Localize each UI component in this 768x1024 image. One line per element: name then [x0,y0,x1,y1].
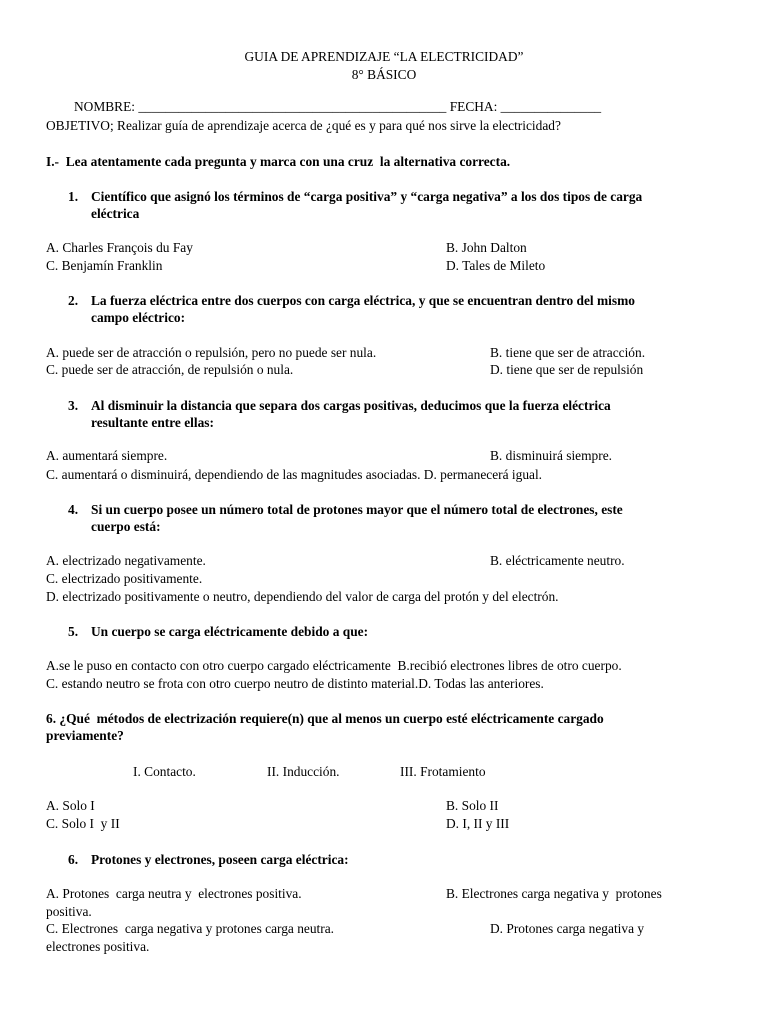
option-b[interactable]: B. Solo II [446,798,499,813]
option-d[interactable]: D. Tales de Mileto [446,258,546,273]
question-text: 6. ¿Qué métodos de electrización requiere(n) que al menos un cuerpo esté eléctricamente cargado [46,711,604,726]
question-text: campo eléctrico: [91,310,186,325]
option-a[interactable]: A. Solo I [46,798,95,813]
option-b[interactable]: B. John Dalton [446,240,527,255]
question-number: 1. [68,189,79,204]
question-text: La fuerza eléctrica entre dos cuerpos con carga eléctrica, y que se encuentran dentro del mismo [91,293,635,308]
question-text: Al disminuir la distancia que separa dos cargas positivas, deducimos que la fuerza eléctrica [91,398,611,413]
method-friction: III. Frotamiento [400,764,486,779]
option-a[interactable]: A. Protones carga neutra y electrones positiva. [46,886,302,901]
option-a[interactable]: A. Charles François du Fay [46,240,193,255]
option-c[interactable]: C. Electrones carga negativa y protones carga neutra. [46,921,335,936]
option-c[interactable]: C. electrizado positivamente. [46,571,203,586]
option-c[interactable]: C. Solo I y II [46,816,120,831]
question-number: 2. [68,293,79,308]
question-number: 6. [68,852,79,867]
option-a[interactable]: A. puede ser de atracción o repulsión, pero no puede ser nula. [46,345,377,360]
method-contact: I. Contacto. [133,764,196,779]
question-text: Científico que asignó los términos de “carga positiva” y “carga negativa” a los dos tipos de carga [91,189,643,204]
question-text: cuerpo está: [91,519,161,534]
question-number: 4. [68,502,79,517]
section-instruction: I.- Lea atentamente cada pregunta y marca con una cruz la alternativa correcta. [46,154,511,169]
name-date-line: NOMBRE: ______________________________________________ FECHA: _______________ [74,99,602,114]
option-a[interactable]: A. aumentará siempre. [46,448,168,463]
method-induction: II. Inducción. [267,764,340,779]
option-b[interactable]: B. disminuirá siempre. [490,448,612,463]
option-b[interactable]: B. Electrones carga negativa y protones [446,886,662,901]
option-b[interactable]: B. tiene que ser de atracción. [490,345,646,360]
option-c-d[interactable]: C. aumentará o disminuirá, dependiendo de las magnitudes asociadas. D. permanecerá igual. [46,467,543,482]
option-d[interactable]: D. Protones carga negativa y [490,921,645,936]
option-c-d[interactable]: C. estando neutro se frota con otro cuerpo neutro de distinto material.D. Todas las anteriores. [46,676,544,691]
question-text: resultante entre ellas: [91,415,214,430]
question-text: Un cuerpo se carga eléctricamente debido a que: [91,624,369,639]
option-a[interactable]: A. electrizado negativamente. [46,553,206,568]
question-number: 5. [68,624,79,639]
question-number: 3. [68,398,79,413]
option-d[interactable]: D. electrizado positivamente o neutro, dependiendo del valor de carga del protón y del electrón. [46,589,559,604]
option-d-continued: electrones positiva. [46,939,150,954]
question-text: Si un cuerpo posee un número total de protones mayor que el número total de electrones, este [91,502,623,517]
option-d[interactable]: D. I, II y III [446,816,510,831]
document-title: GUIA DE APRENDIZAJE “LA ELECTRICIDAD” [244,49,524,64]
option-c[interactable]: C. Benjamín Franklin [46,258,163,273]
question-text: eléctrica [91,206,140,221]
objective-text: OBJETIVO; Realizar guía de aprendizaje acerca de ¿qué es y para qué nos sirve la electricidad? [46,118,561,133]
option-b[interactable]: B. eléctricamente neutro. [490,553,625,568]
question-text: previamente? [46,728,124,743]
option-d[interactable]: D. tiene que ser de repulsión [490,362,644,377]
option-a-b[interactable]: A.se le puso en contacto con otro cuerpo cargado eléctricamente B.recibió electrones libres de otro cuerpo. [46,658,622,673]
grade-level: 8° BÁSICO [351,67,417,82]
option-b-continued: positiva. [46,904,92,919]
option-c[interactable]: C. puede ser de atracción, de repulsión o nula. [46,362,294,377]
question-text: Protones y electrones, poseen carga eléctrica: [91,852,349,867]
